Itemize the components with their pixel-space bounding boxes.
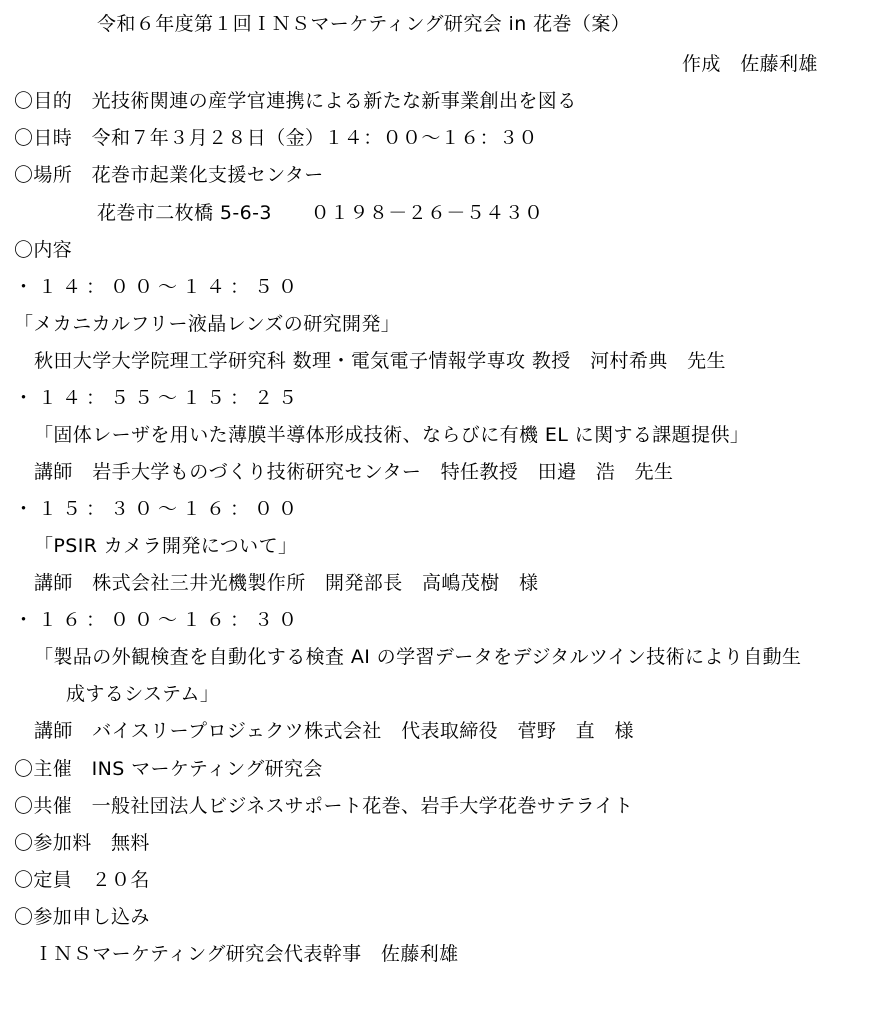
session-1-time: ・１４：００～１４：５０ (14, 276, 303, 298)
place-address: 花巻市二枚橋 5-6-3 ０１９８－２６－５４３０ (97, 202, 544, 224)
document-title: 令和６年度第１回ＩＮＳマーケティング研究会 in 花巻（案） (97, 13, 631, 35)
session-4-topic-continued: 成するシステム」 (66, 683, 220, 705)
purpose-line: 〇目的 光技術関連の産学官連携による新たな新事業創出を図る (14, 90, 577, 112)
session-4-time: ・１６：００～１６：３０ (14, 609, 303, 631)
session-4-speaker: 講師 バイスリープロジェクツ株式会社 代表取締役 菅野 直 様 (34, 720, 634, 742)
session-3-speaker: 講師 株式会社三井光機製作所 開発部長 高嶋茂樹 様 (34, 572, 539, 594)
fee-line: 〇参加料 無料 (14, 832, 150, 854)
application-heading: 〇参加申し込み (14, 906, 150, 928)
session-3-time: ・１５：３０～１６：００ (14, 498, 303, 520)
session-4-topic: 「製品の外観検査を自動化する検査 AI の学習データをデジタルツイン技術により自動生 (34, 646, 802, 668)
place-line: 〇場所 花巻市起業化支援センター (14, 164, 324, 186)
co-organizer-line: 〇共催 一般社団法人ビジネスサポート花巻、岩手大学花巻サテライト (14, 795, 634, 817)
session-1-speaker: 秋田大学大学院理工学研究科 数理・電気電子情報学専攻 教授 河村希典 先生 (34, 350, 726, 372)
datetime-line: 〇日時 令和７年３月２８日（金）１４：００～１６：３０ (14, 127, 538, 149)
session-2-time: ・１４：５５～１５：２５ (14, 387, 303, 409)
application-contact: ＩＮＳマーケティング研究会代表幹事 佐藤利雄 (34, 943, 459, 965)
session-3-topic: 「PSIR カメラ開発について」 (34, 535, 298, 557)
capacity-line: 〇定員 ２０名 (14, 869, 150, 891)
document-author: 作成 佐藤利雄 (682, 53, 818, 75)
content-heading: 〇内容 (14, 239, 73, 261)
session-2-speaker: 講師 岩手大学ものづくり技術研究センター 特任教授 田邉 浩 先生 (34, 461, 674, 483)
session-2-topic: 「固体レーザを用いた薄膜半導体形成技術、ならびに有機 EL に関する課題提供」 (34, 424, 750, 446)
organizer-line: 〇主催 INS マーケティング研究会 (14, 758, 323, 780)
session-1-topic: 「メカニカルフリー液晶レンズの研究開発」 (14, 313, 401, 335)
